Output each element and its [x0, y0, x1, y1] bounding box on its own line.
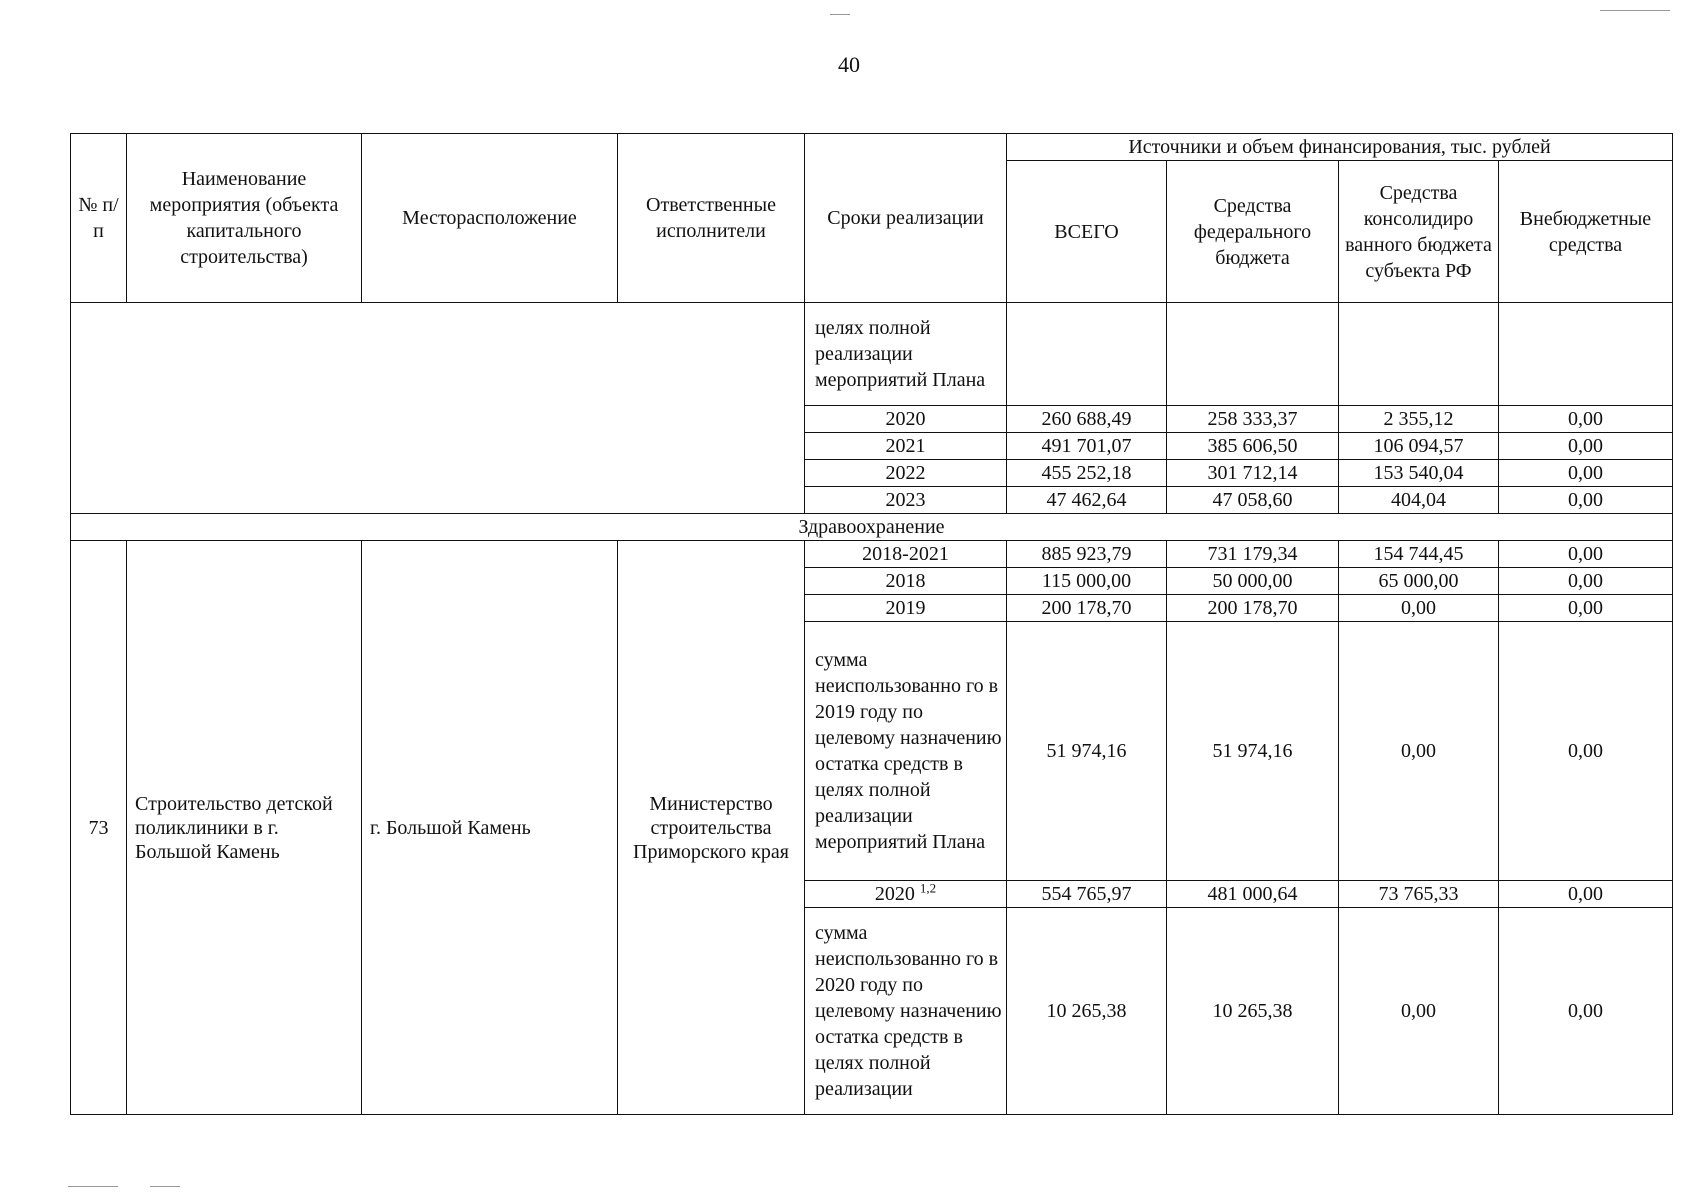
extra-cell: 0,00	[1499, 406, 1673, 433]
item-name: Строительство детской поликлиники в г. Большой Камень	[127, 541, 362, 1115]
consolidated-cell: 0,00	[1339, 908, 1499, 1115]
consolidated-cell: 106 094,57	[1339, 433, 1499, 460]
item-number: 73	[71, 541, 127, 1115]
scan-mark	[68, 1186, 118, 1187]
section-title: Здравоохранение	[71, 514, 1673, 541]
consolidated-cell: 2 355,12	[1339, 406, 1499, 433]
continuation-blank	[71, 303, 805, 514]
total-cell: 260 688,49	[1007, 406, 1167, 433]
financing-table	[70, 133, 1673, 1115]
header-period: Сроки реализации	[805, 134, 1007, 303]
consolidated-cell: 153 540,04	[1339, 460, 1499, 487]
total-cell: 115 000,00	[1007, 568, 1167, 595]
consolidated-cell: 0,00	[1339, 622, 1499, 881]
total-cell: 200 178,70	[1007, 595, 1167, 622]
section-row	[71, 514, 1673, 541]
year-cell: 2020	[805, 406, 1007, 433]
extra-cell: 0,00	[1499, 568, 1673, 595]
total-cell: 10 265,38	[1007, 908, 1167, 1115]
header-total: ВСЕГО	[1007, 161, 1167, 303]
extra-cell: 0,00	[1499, 541, 1673, 568]
scan-mark	[830, 14, 850, 15]
consolidated-cell: 73 765,33	[1339, 881, 1499, 908]
federal-cell: 200 178,70	[1167, 595, 1339, 622]
cell-empty	[1339, 303, 1499, 406]
consolidated-cell: 0,00	[1339, 595, 1499, 622]
header-name: Наименование мероприятия (объекта капитального строительства)	[127, 134, 362, 303]
header-funding-group: Источники и объем финансирования, тыс. рублей	[1007, 134, 1673, 161]
item-executor: Министерство строительства Приморского края	[618, 541, 805, 1115]
extra-cell: 0,00	[1499, 881, 1673, 908]
year-cell: 2018-2021	[805, 541, 1007, 568]
total-cell: 885 923,79	[1007, 541, 1167, 568]
year-2020-label: 2020	[874, 883, 915, 905]
continuation-note: целях полной реализации мероприятий Плана	[805, 303, 1007, 406]
cell-empty	[1167, 303, 1339, 406]
extra-cell: 0,00	[1499, 460, 1673, 487]
extra-cell: 0,00	[1499, 433, 1673, 460]
total-cell: 554 765,97	[1007, 881, 1167, 908]
total-cell: 51 974,16	[1007, 622, 1167, 881]
scan-mark	[150, 1186, 180, 1187]
header-consolidated: Средства консолидиро ванного бюджета субъекта РФ	[1339, 161, 1499, 303]
federal-cell: 50 000,00	[1167, 568, 1339, 595]
cell-empty	[1007, 303, 1167, 406]
item-location: г. Большой Камень	[362, 541, 618, 1115]
year-cell: 2022	[805, 460, 1007, 487]
footnote-marker: 1,2	[919, 880, 937, 896]
federal-cell: 258 333,37	[1167, 406, 1339, 433]
extra-cell: 0,00	[1499, 487, 1673, 514]
total-cell: 47 462,64	[1007, 487, 1167, 514]
table-row	[71, 541, 1673, 568]
cell-empty	[1499, 303, 1673, 406]
year-cell: 2018	[805, 568, 1007, 595]
header-federal: Средства федерального бюджета	[1167, 161, 1339, 303]
header-extrabudget: Внебюджетные средства	[1499, 161, 1673, 303]
federal-cell: 47 058,60	[1167, 487, 1339, 514]
federal-cell: 301 712,14	[1167, 460, 1339, 487]
extra-cell: 0,00	[1499, 622, 1673, 881]
federal-cell: 385 606,50	[1167, 433, 1339, 460]
federal-cell: 731 179,34	[1167, 541, 1339, 568]
consolidated-cell: 404,04	[1339, 487, 1499, 514]
federal-cell: 10 265,38	[1167, 908, 1339, 1115]
scan-mark	[1600, 10, 1670, 11]
header-num: № п/п	[71, 134, 127, 303]
federal-cell: 481 000,64	[1167, 881, 1339, 908]
total-cell: 455 252,18	[1007, 460, 1167, 487]
page-number: 40	[838, 52, 860, 77]
year-cell: 2023	[805, 487, 1007, 514]
note-2019: сумма неиспользованно го в 2019 году по целевому назначению остатка средств в целях полной реализации мероприятий Плана	[805, 622, 1007, 881]
extra-cell: 0,00	[1499, 908, 1673, 1115]
total-cell: 491 701,07	[1007, 433, 1167, 460]
consolidated-cell: 65 000,00	[1339, 568, 1499, 595]
extra-cell: 0,00	[1499, 595, 1673, 622]
federal-cell: 51 974,16	[1167, 622, 1339, 881]
year-cell: 2021	[805, 433, 1007, 460]
year-cell: 2019	[805, 595, 1007, 622]
consolidated-cell: 154 744,45	[1339, 541, 1499, 568]
table-header	[71, 134, 1673, 303]
note-2020: сумма неиспользованно го в 2020 году по целевому назначению остатка средств в целях полной реализации	[805, 908, 1007, 1115]
header-location: Месторасположение	[362, 134, 618, 303]
year-cell	[805, 881, 1007, 908]
header-executors: Ответственные исполнители	[618, 134, 805, 303]
